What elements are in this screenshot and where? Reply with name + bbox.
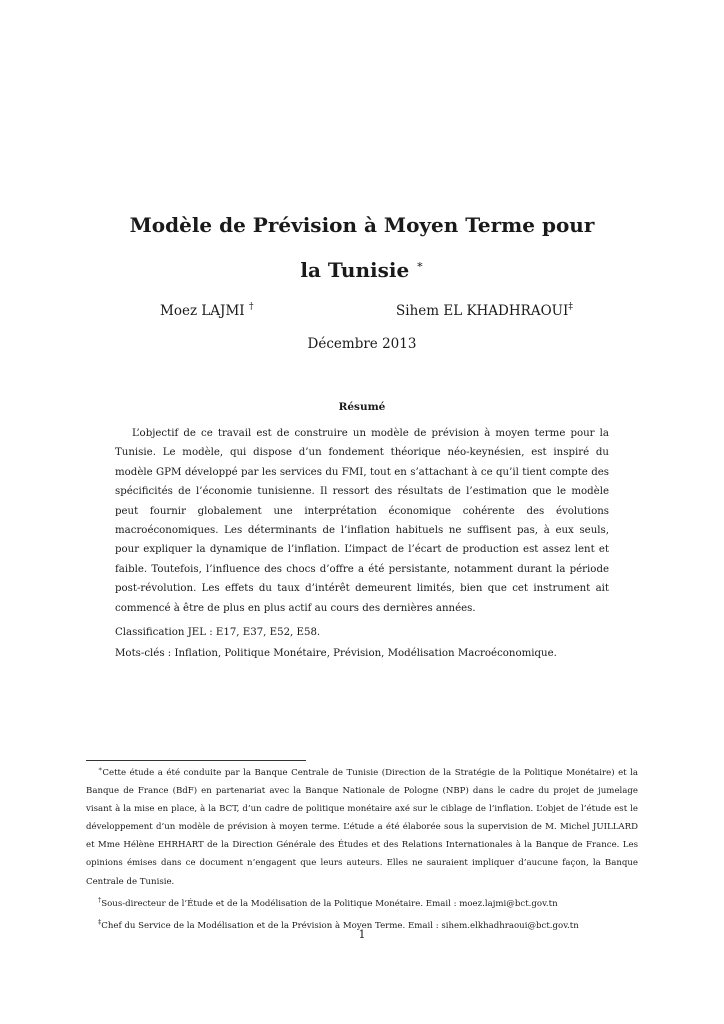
jel-classification: Classification JEL : E17, E37, E52, E58. — [115, 627, 321, 638]
footnote-3-text: Chef du Service de la Modélisation et de la Prévision à Moyen Terme. Email : sihem.elkhadhraoui@bct.gov.tn — [101, 920, 579, 931]
footnote-2-mark: † — [98, 895, 102, 904]
author-2 — [396, 302, 573, 319]
author-1-name: Moez LAJMI — [160, 303, 245, 319]
footnote-1 — [86, 760, 638, 891]
footnote-1-text: Cette étude a été conduite par la Banque Centrale de Tunisie (Direction de la Stratégie de la Politique Monétaire) et la Banque de France (BdF) en partenariat avec la Banque Nationale de Pologne (NBP) dans le cadre du projet de jumelage visant à la mise en place, à la BCT, d’un cadre de politique monétaire axé sur le ciblage de l’inflation. L’objet de l’étude est le développement d’un modèle de prévision à moyen terme. L’étude a été élaborée sous la supervision de M. Michel JUILLARD et Mme Hélène EHRHART de la Direction Générale des Études et des Relations Internationales à la Banque de France. Les opinions émises dans ce document n’engagent que leurs auteurs. Elles ne sauraient impliquer d’aucune façon, la Banque Centrale de Tunisie. — [86, 768, 638, 887]
keywords: Mots-clés : Inflation, Politique Monétaire, Prévision, Modélisation Macroéconomique. — [115, 648, 557, 659]
footnotes — [86, 760, 638, 935]
abstract-heading: Résumé — [338, 401, 386, 413]
author-1 — [160, 302, 253, 319]
author-2-name: Sihem EL KHADHRAOUI — [396, 303, 569, 319]
publication-date: Décembre 2013 — [307, 336, 417, 352]
author-2-mark: ‡ — [568, 302, 573, 312]
footnote-1-mark: ∗ — [98, 765, 103, 773]
page-number: 1 — [358, 928, 366, 941]
title-footnote-mark: ∗ — [416, 258, 424, 271]
footnote-2 — [86, 891, 638, 913]
author-1-mark: † — [248, 302, 254, 312]
footnote-3-mark: ‡ — [98, 917, 102, 926]
title-line-1: Modèle de Prévision à Moyen Terme pour — [129, 213, 595, 237]
abstract-text: L’objectif de ce travail est de construire un modèle de prévision à moyen terme pour la Tunisie. Le modèle, qui dispose d’un fondement théorique néo-keynésien, est inspiré du modèle GPM développé par les services du FMI, tout en s’attachant à ce qu’il tient compte des spécificités de l’économie tunisienne. Il ressort des résultats de l’estimation que le modèle peut fournir globalement une interprétation économique cohérente des évolutions macroéconomiques. Les déterminants de l’inflation habituels ne suffisent pas, à eux seuls, pour expliquer la dynamique de l’inflation. L’impact de l’écart de production est assez lent et faible. Toutefois, l’influence des chocs d’offre a été persistante, notamment durant la période post-révolution. Les effets du taux d’intérêt demeurent limités, bien que cet instrument ait commencé à être de plus en plus actif au cours des dernières années. — [115, 428, 609, 614]
paper-title — [80, 205, 644, 290]
title-line-2: la Tunisie — [300, 258, 410, 282]
footnote-2-text: Sous-directeur de l’Étude et de la Modélisation de la Politique Monétaire. Email : moez.lajmi@bct.gov.tn — [101, 898, 558, 909]
